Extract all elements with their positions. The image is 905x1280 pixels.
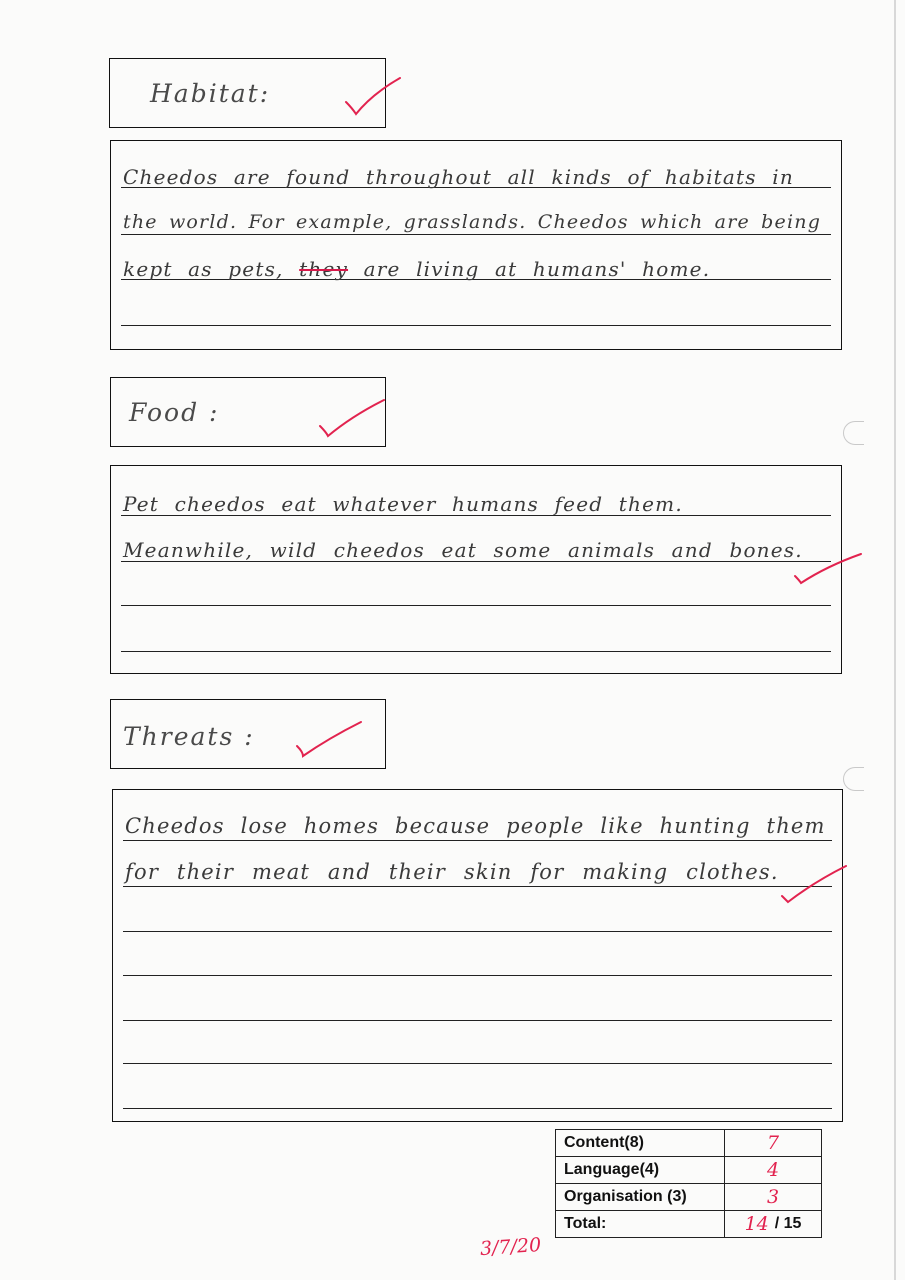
writing-line (121, 651, 831, 652)
food-line-1: Pet cheedos eat whatever humans feed them. (123, 492, 683, 516)
check-mark-icon (342, 74, 412, 124)
score-table (555, 1129, 822, 1238)
score-row-organisation (556, 1184, 822, 1211)
writing-line (123, 1020, 832, 1021)
threats-line-2: for their meat and their skin for making clothes. (125, 860, 779, 884)
check-mark-icon (316, 396, 391, 441)
habitat-label-box (109, 58, 386, 128)
threats-label-box (110, 699, 386, 769)
writing-line (121, 325, 831, 326)
habitat-line-2: the world. For example, grasslands. Cheedos which are being (123, 211, 822, 233)
habitat-answer-box (110, 140, 842, 350)
punch-hole-icon (843, 421, 864, 445)
check-mark-icon (791, 548, 866, 588)
food-label-box (110, 377, 386, 447)
score-row-content (556, 1130, 822, 1157)
struck-word: they (299, 257, 349, 281)
total-mark (725, 1211, 822, 1238)
score-row-total (556, 1211, 822, 1238)
total-score: 14 (744, 1213, 769, 1235)
habitat-line-1: Cheedos are found throughout all kinds of habitats in (123, 165, 794, 189)
writing-line (123, 1063, 832, 1064)
threats-answer-box (112, 789, 843, 1122)
check-mark-icon (293, 716, 368, 761)
writing-line (123, 1108, 832, 1109)
threats-label: Threats : (123, 722, 255, 751)
marking-date: 3/7/20 (479, 1233, 542, 1261)
total-label: Total: (556, 1211, 725, 1238)
writing-line (123, 886, 832, 887)
writing-line (121, 234, 831, 235)
habitat-line-3: kept as pets, they are living at humans' home. (123, 257, 711, 281)
writing-line (123, 975, 832, 976)
writing-line (123, 931, 832, 932)
food-answer-box (110, 465, 842, 674)
punch-hole-icon (843, 767, 864, 791)
criterion-label: Organisation (3) (556, 1184, 725, 1211)
criterion-label: Language(4) (556, 1157, 725, 1184)
writing-line (123, 840, 832, 841)
criterion-mark: 3 (725, 1184, 822, 1211)
food-line-2: Meanwhile, wild cheedos eat some animals and bones. (123, 538, 803, 562)
total-max: / 15 (774, 1215, 802, 1232)
food-label: Food : (129, 398, 220, 427)
criterion-mark: 7 (725, 1130, 822, 1157)
criterion-label: Content(8) (556, 1130, 725, 1157)
score-row-language (556, 1157, 822, 1184)
threats-line-1: Cheedos lose homes because people like hunting them (125, 814, 826, 838)
habitat-label: Habitat: (150, 79, 271, 108)
writing-line (121, 605, 831, 606)
criterion-mark: 4 (725, 1157, 822, 1184)
check-mark-icon (778, 862, 850, 907)
